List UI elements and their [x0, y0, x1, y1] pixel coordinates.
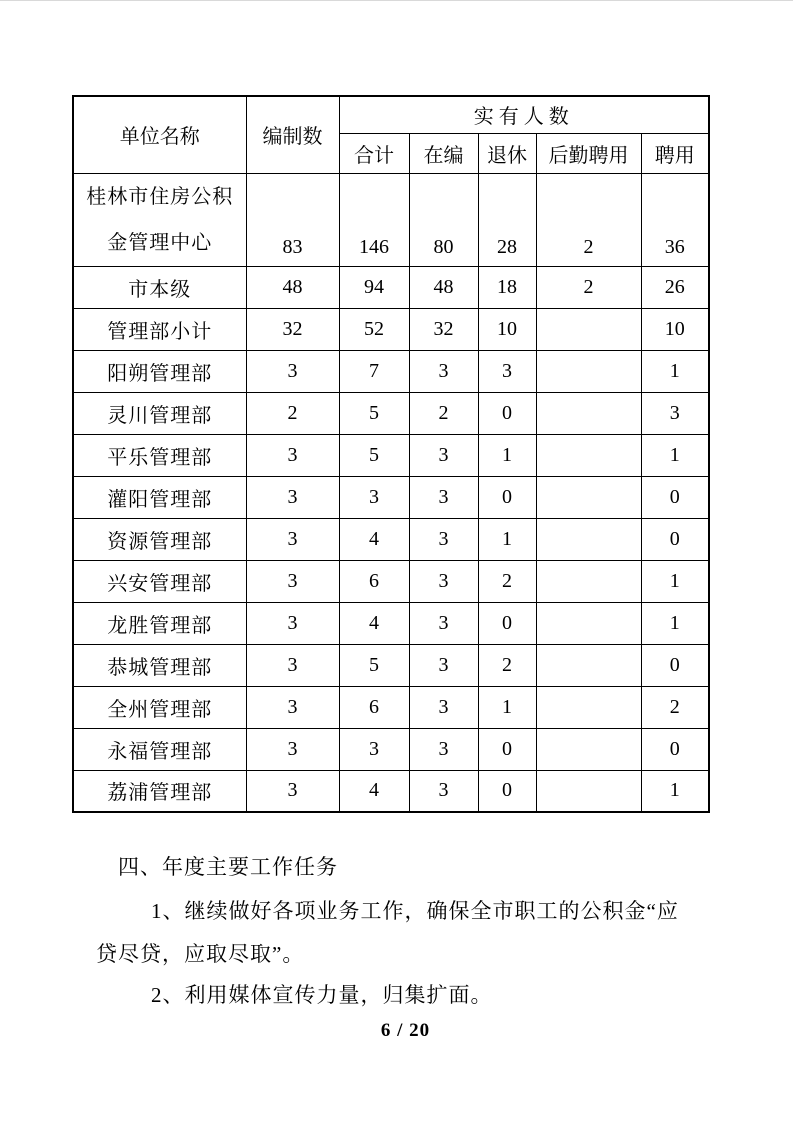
cell-logistics-hired — [536, 350, 641, 392]
cell-hired: 0 — [641, 728, 709, 770]
page-number: 6 / 20 — [380, 1020, 431, 1041]
staffing-table — [72, 95, 710, 813]
cell-hired: 26 — [641, 266, 709, 308]
cell-authorized: 32 — [246, 308, 339, 350]
cell-logistics-hired — [536, 602, 641, 644]
cell-onstaff: 32 — [409, 308, 478, 350]
cell-total: 4 — [339, 602, 409, 644]
cell-retired: 0 — [478, 476, 536, 518]
cell-onstaff: 3 — [409, 476, 478, 518]
cell-authorized: 3 — [246, 686, 339, 728]
cell-logistics-hired — [536, 434, 641, 476]
unit-name-line: 金管理中心 — [107, 231, 213, 254]
cell-retired: 0 — [478, 770, 536, 812]
cell-onstaff: 80 — [409, 173, 478, 266]
cell-unit-name: 恭城管理部 — [73, 644, 246, 686]
cell-unit-name: 管理部小计 — [73, 308, 246, 350]
cell-onstaff: 48 — [409, 266, 478, 308]
cell-retired: 18 — [478, 266, 536, 308]
cell-retired: 3 — [478, 350, 536, 392]
cell-total: 52 — [339, 308, 409, 350]
table-row — [73, 644, 709, 686]
cell-retired: 1 — [478, 518, 536, 560]
cell-total: 5 — [339, 434, 409, 476]
cell-onstaff: 3 — [409, 686, 478, 728]
cell-unit-name: 市本级 — [73, 266, 246, 308]
cell-total: 5 — [339, 644, 409, 686]
cell-unit-name: 灵川管理部 — [73, 392, 246, 434]
table-header-row — [73, 96, 709, 133]
col-header-authorized: 编制数 — [246, 96, 339, 173]
col-header-unit-name: 单位名称 — [73, 96, 246, 173]
col-header-actual-group: 实有人数 — [339, 96, 709, 133]
cell-total: 3 — [339, 476, 409, 518]
col-header-logistics-hired: 后勤聘用 — [536, 133, 641, 173]
cell-unit-name — [73, 173, 246, 266]
col-header-total: 合计 — [339, 133, 409, 173]
cell-total: 4 — [339, 518, 409, 560]
cell-logistics-hired — [536, 308, 641, 350]
cell-authorized: 3 — [246, 728, 339, 770]
cell-retired: 2 — [478, 644, 536, 686]
table-row — [73, 770, 709, 812]
table-row — [73, 728, 709, 770]
cell-onstaff: 3 — [409, 350, 478, 392]
cell-total: 6 — [339, 686, 409, 728]
unit-name-line: 桂林市住房公积 — [86, 185, 234, 208]
cell-authorized: 3 — [246, 434, 339, 476]
cell-logistics-hired: 2 — [536, 173, 641, 266]
cell-retired: 0 — [478, 728, 536, 770]
cell-total: 6 — [339, 560, 409, 602]
cell-authorized: 2 — [246, 392, 339, 434]
cell-total: 3 — [339, 728, 409, 770]
cell-onstaff: 3 — [409, 602, 478, 644]
cell-unit-name: 荔浦管理部 — [73, 770, 246, 812]
cell-onstaff: 3 — [409, 644, 478, 686]
cell-hired: 1 — [641, 434, 709, 476]
cell-hired: 1 — [641, 560, 709, 602]
table-row — [73, 560, 709, 602]
cell-onstaff: 2 — [409, 392, 478, 434]
cell-unit-name: 平乐管理部 — [73, 434, 246, 476]
cell-unit-name: 永福管理部 — [73, 728, 246, 770]
cell-onstaff: 3 — [409, 434, 478, 476]
cell-retired: 1 — [478, 434, 536, 476]
cell-onstaff: 3 — [409, 518, 478, 560]
cell-retired: 28 — [478, 173, 536, 266]
cell-retired: 10 — [478, 308, 536, 350]
cell-logistics-hired — [536, 770, 641, 812]
table-row — [73, 476, 709, 518]
cell-total: 146 — [339, 173, 409, 266]
cell-logistics-hired — [536, 476, 641, 518]
cell-hired: 3 — [641, 392, 709, 434]
cell-onstaff: 3 — [409, 728, 478, 770]
table-row — [73, 602, 709, 644]
cell-hired: 1 — [641, 350, 709, 392]
table-row — [73, 686, 709, 728]
cell-hired: 10 — [641, 308, 709, 350]
cell-hired: 1 — [641, 602, 709, 644]
col-header-retired: 退休 — [478, 133, 536, 173]
cell-unit-name: 灌阳管理部 — [73, 476, 246, 518]
col-header-hired: 聘用 — [641, 133, 709, 173]
table-row — [73, 266, 709, 308]
paragraph-line: 1、继续做好各项业务工作，确保全市职工的公积金“应 — [151, 899, 679, 923]
cell-authorized: 83 — [246, 173, 339, 266]
table-row — [73, 518, 709, 560]
cell-unit-name: 兴安管理部 — [73, 560, 246, 602]
page-edge-line — [0, 0, 793, 1]
table-row — [73, 350, 709, 392]
cell-authorized: 3 — [246, 350, 339, 392]
cell-hired: 2 — [641, 686, 709, 728]
cell-onstaff: 3 — [409, 770, 478, 812]
cell-onstaff: 3 — [409, 560, 478, 602]
col-header-onstaff: 在编 — [409, 133, 478, 173]
cell-authorized: 48 — [246, 266, 339, 308]
cell-retired: 0 — [478, 602, 536, 644]
cell-authorized: 3 — [246, 518, 339, 560]
cell-total: 4 — [339, 770, 409, 812]
cell-hired: 0 — [641, 476, 709, 518]
table-row — [73, 434, 709, 476]
cell-unit-name: 全州管理部 — [73, 686, 246, 728]
cell-authorized: 3 — [246, 770, 339, 812]
cell-total: 5 — [339, 392, 409, 434]
cell-authorized: 3 — [246, 602, 339, 644]
cell-retired: 1 — [478, 686, 536, 728]
cell-unit-name: 资源管理部 — [73, 518, 246, 560]
cell-hired: 1 — [641, 770, 709, 812]
cell-logistics-hired — [536, 644, 641, 686]
cell-retired: 2 — [478, 560, 536, 602]
cell-logistics-hired: 2 — [536, 266, 641, 308]
cell-logistics-hired — [536, 518, 641, 560]
section-heading: 四、年度主要工作任务 — [118, 855, 338, 879]
cell-hired: 0 — [641, 518, 709, 560]
table-row — [73, 173, 709, 266]
paragraph-line: 2、利用媒体宣传力量，归集扩面。 — [151, 983, 493, 1007]
cell-total: 7 — [339, 350, 409, 392]
cell-authorized: 3 — [246, 476, 339, 518]
cell-logistics-hired — [536, 560, 641, 602]
cell-unit-name: 龙胜管理部 — [73, 602, 246, 644]
cell-hired: 0 — [641, 644, 709, 686]
cell-authorized: 3 — [246, 560, 339, 602]
cell-unit-name: 阳朔管理部 — [73, 350, 246, 392]
cell-logistics-hired — [536, 686, 641, 728]
table-row — [73, 392, 709, 434]
paragraph-line: 贷尽贷，应取尽取”。 — [96, 942, 305, 966]
cell-total: 94 — [339, 266, 409, 308]
cell-retired: 0 — [478, 392, 536, 434]
cell-authorized: 3 — [246, 644, 339, 686]
cell-hired: 36 — [641, 173, 709, 266]
table-row — [73, 308, 709, 350]
cell-logistics-hired — [536, 728, 641, 770]
cell-logistics-hired — [536, 392, 641, 434]
